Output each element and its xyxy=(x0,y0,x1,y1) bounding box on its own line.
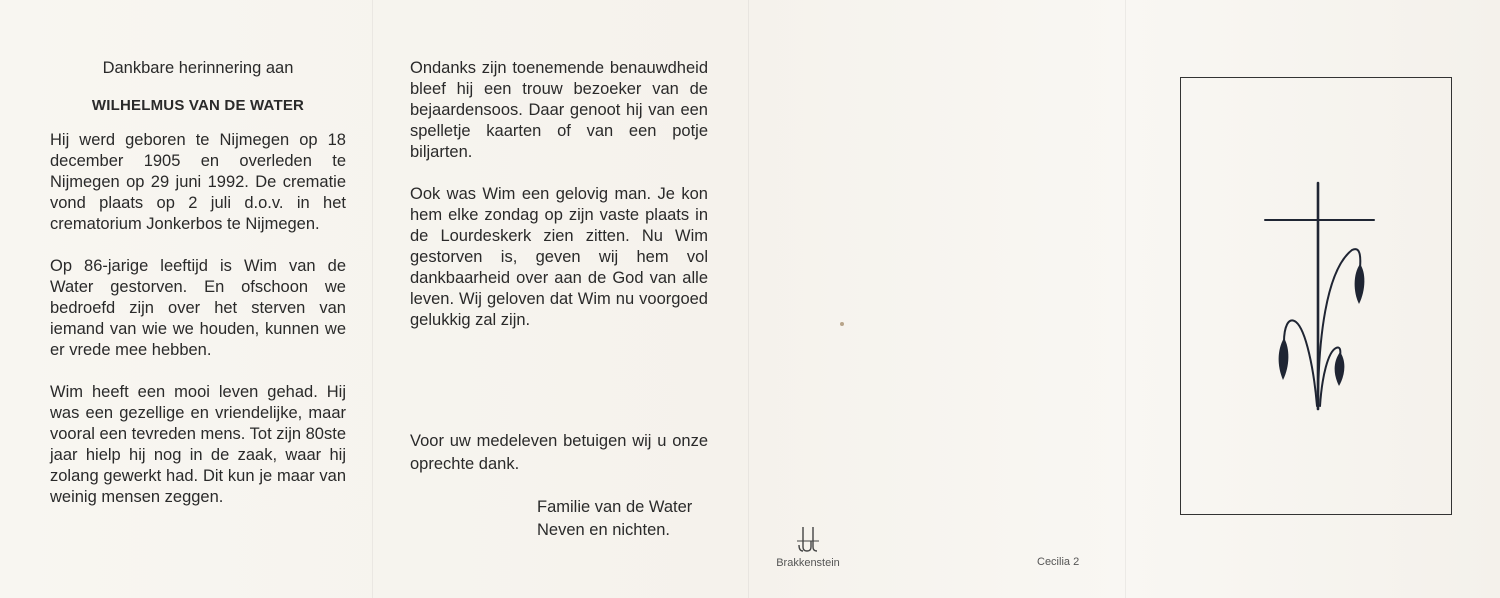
deceased-name: WILHELMUS VAN DE WATER xyxy=(91,97,305,114)
paragraph: Wim heeft een mooi leven gehad. Hij was een gezellige en vriendelijke, maar vooral een tevreden mens. Tot zijn 80ste jaar hielp hij nog in de zaak, waar hij zolang gewerkt had. Dit kun je maar van weinig mensen zeggen. xyxy=(50,383,346,506)
publisher-name: Brakkenstein xyxy=(776,557,840,569)
signature-line: Familie van de Water xyxy=(537,498,693,516)
fold-line xyxy=(372,0,373,598)
signature-line: Neven en nichten. xyxy=(537,521,671,539)
fold-line xyxy=(748,0,749,598)
middle-column xyxy=(410,58,708,352)
publisher-mark xyxy=(770,525,846,569)
cross-with-ears-of-grain-icon xyxy=(1262,180,1378,415)
card-code: Cecilia 2 xyxy=(1037,556,1080,568)
thanks-text: Voor uw medeleven betuigen wij u onze oprechte dank. xyxy=(410,432,708,473)
intro-text: Dankbare herinnering aan xyxy=(102,59,294,77)
brakkenstein-logo-icon xyxy=(795,525,821,553)
paragraph: Ondanks zijn toenemende benauwdheid bleef hij een trouw bezoeker van de bejaardensoos. Daar genoot hij van een spelletje kaarten of van een potje biljarten. xyxy=(410,59,708,161)
paper-speck xyxy=(840,322,844,326)
fold-line xyxy=(1125,0,1126,598)
paragraph: Ook was Wim een gelovig man. Je kon hem elke zondag op zijn vaste plaats in de Lourdeskerk zien zitten. Nu Wim gestorven is, geven wij hem vol dankbaarheid over aan de God van alle leven. Wij geloven dat Wim nu voorgoed gelukkig zal zijn. xyxy=(410,185,708,329)
left-column xyxy=(50,58,346,529)
paragraph: Op 86-jarige leeftijd is Wim van de Water gestorven. En ofschoon we bedroefd zijn over het sterven van iemand van wie we houden, kunnen we er vrede mee hebben. xyxy=(50,257,346,359)
paragraph: Hij werd geboren te Nijmegen op 18 december 1905 en overleden te Nijmegen op 29 juni 1992. De crematie vond plaats op 2 juli d.o.v. in het crematorium Jonkerbos te Nijmegen. xyxy=(50,131,346,233)
signature xyxy=(537,496,692,542)
